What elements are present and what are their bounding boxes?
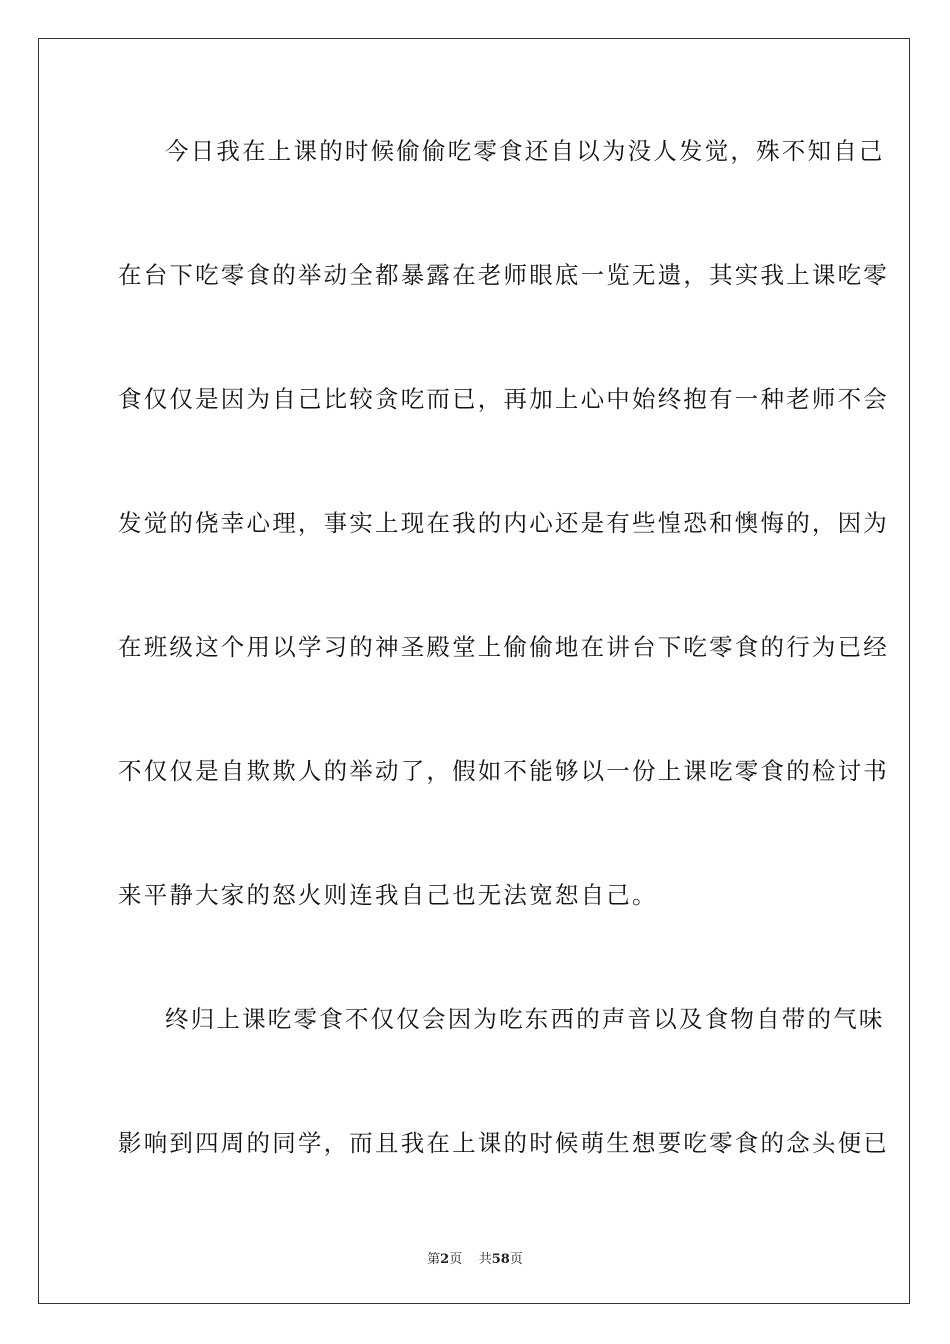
paragraph-1-line-2: 在台下吃零食的举动全都暴露在老师眼底一览无遗，其实我上课吃零 [118, 261, 889, 289]
paragraph-1-line-4: 发觉的侥幸心理，事实上现在我的内心还是有些惶恐和懊悔的，因为 [118, 509, 889, 537]
paragraph-2-line-1: 终归上课吃零食不仅仅会因为吃东西的声音以及食物自带的气味 [165, 1005, 885, 1033]
footer-total-label: 共 [478, 1252, 492, 1267]
paragraph-1-line-6: 不仅仅是自欺欺人的举动了，假如不能够以一份上课吃零食的检讨书 [118, 757, 889, 785]
footer-page-label: 第 [427, 1252, 441, 1267]
footer-page-suffix: 页 [449, 1252, 463, 1267]
page-footer [0, 1248, 950, 1267]
paragraph-1-line-5: 在班级这个用以学习的神圣殿堂上偷偷地在讲台下吃零食的行为已经 [118, 633, 889, 661]
paragraph-1-line-1: 今日我在上课的时候偷偷吃零食还自以为没人发觉，殊不知自己 [165, 137, 885, 165]
paragraph-2-line-2: 影响到四周的同学，而且我在上课的时候萌生想要吃零食的念头便已 [118, 1129, 889, 1157]
footer-total-pages: 58 [491, 1252, 510, 1267]
page-border [38, 38, 910, 1304]
footer-page-number: 2 [440, 1252, 450, 1267]
paragraph-1-line-3: 食仅仅是因为自己比较贪吃而已，再加上心中始终抱有一种老师不会 [118, 385, 889, 413]
footer-total-suffix: 页 [509, 1252, 523, 1267]
paragraph-1-line-7: 来平静大家的怒火则连我自己也无法宽恕自己。 [118, 881, 658, 909]
